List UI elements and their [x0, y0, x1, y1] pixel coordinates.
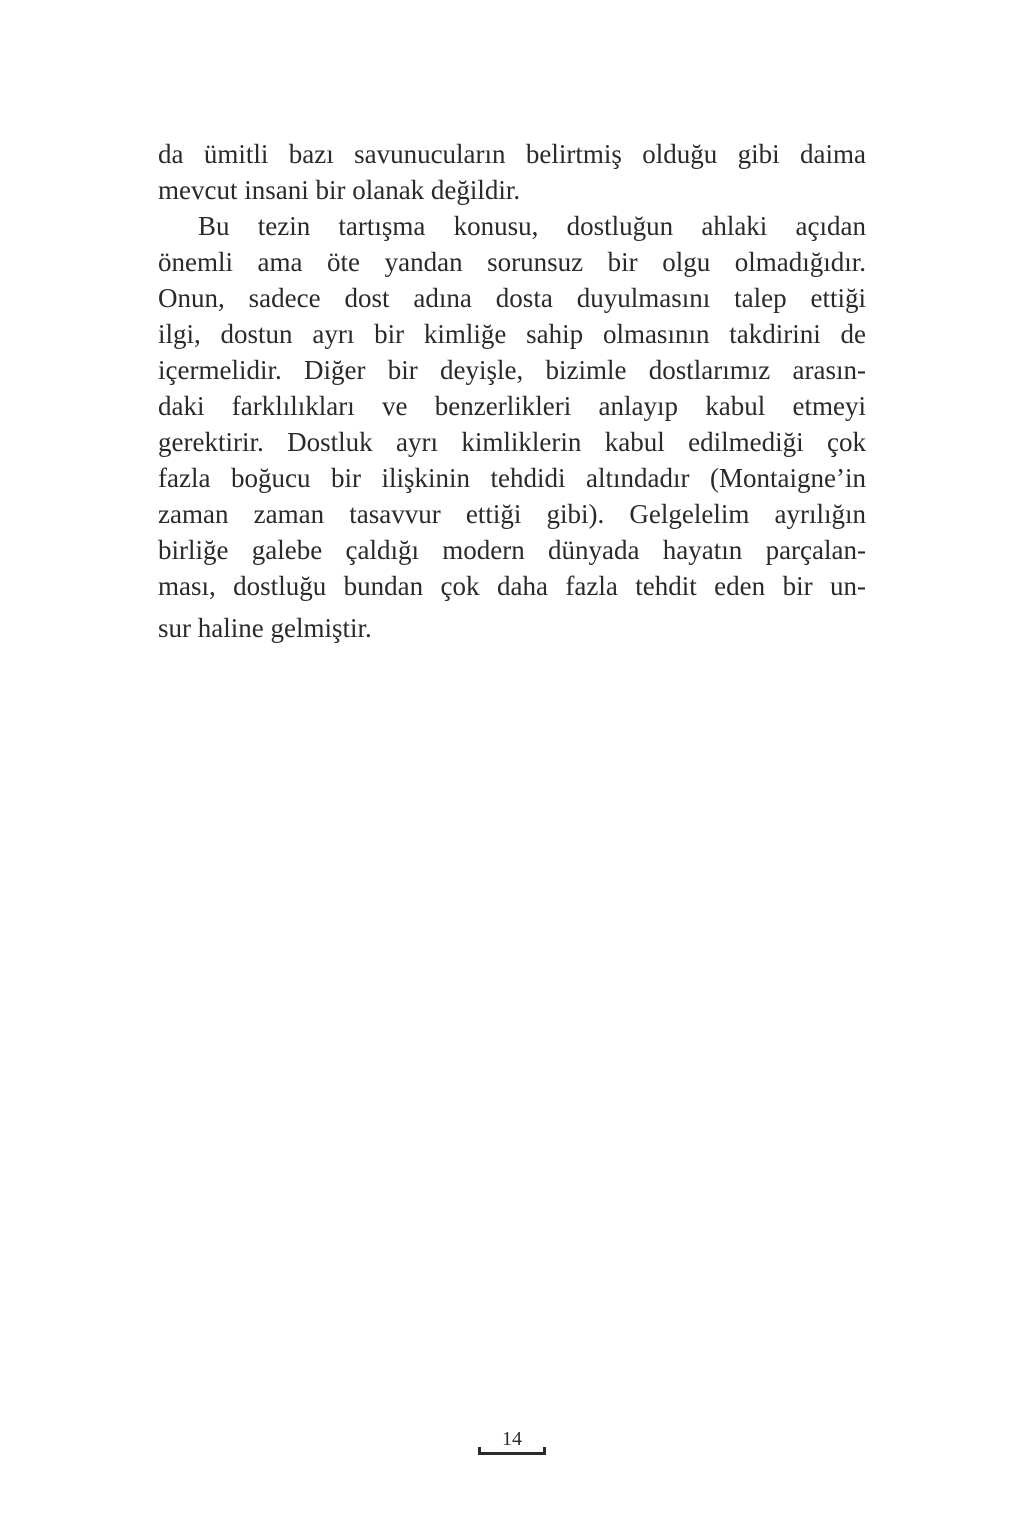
text-line: önemli ama öte yandan sorunsuz bir olgu olmadığıdır.	[158, 247, 866, 277]
text-line: Onun, sadece dost adına dosta duyulmasını talep ettiği	[158, 283, 866, 313]
text-line: da ümitli bazı savunucuların belirtmiş olduğu gibi daima	[158, 139, 866, 169]
body-text	[158, 136, 866, 646]
text-line: daki farklılıkları ve benzerlikleri anlayıp kabul etmeyi	[158, 391, 866, 421]
page-footer	[478, 1428, 546, 1456]
page-number-rule	[478, 1452, 546, 1455]
text-line: Bu tezin tartışma konusu, dostluğun ahlaki açıdan	[198, 211, 866, 241]
text-line: sur haline gelmiştir.	[158, 613, 372, 643]
text-line: zaman zaman tasavvur ettiği gibi). Gelgelelim ayrılığın	[158, 499, 866, 529]
text-line: birliğe galebe çaldığı modern dünyada hayatın parçalan-	[158, 535, 866, 565]
text-line: ilgi, dostun ayrı bir kimliğe sahip olmasının takdirini de	[158, 319, 866, 349]
text-line: fazla boğucu bir ilişkinin tehdidi altındadır (Montaigne’in	[158, 463, 866, 493]
text-line: mevcut insani bir olanak değildir.	[158, 175, 521, 205]
text-line: içermelidir. Diğer bir deyişle, bizimle dostlarımız arasın-	[158, 355, 866, 385]
page-number: 14	[502, 1428, 522, 1450]
text-line: ması, dostluğu bundan çok daha fazla tehdit eden bir un-	[158, 571, 866, 601]
text-line: gerektirir. Dostluk ayrı kimliklerin kabul edilmediği çok	[158, 427, 866, 457]
